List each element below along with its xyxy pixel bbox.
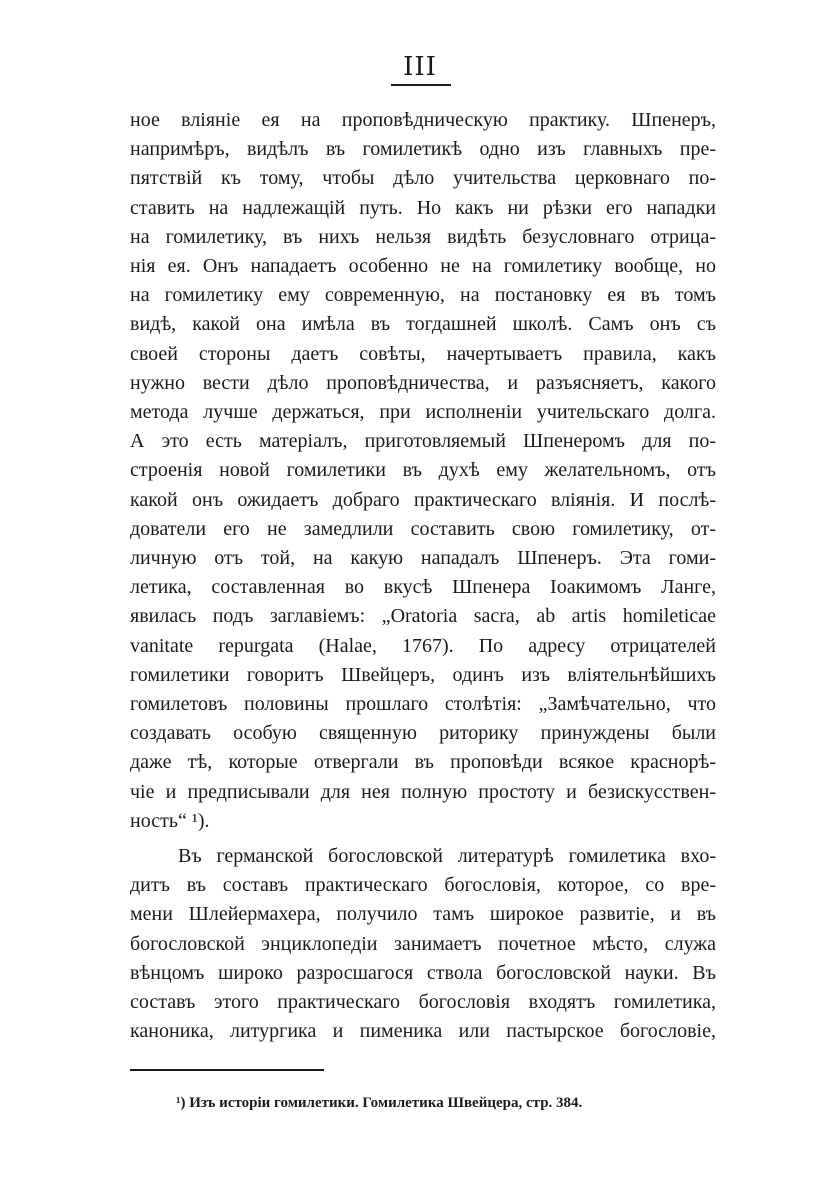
text-line: создавать особую священную риторику принуждены были bbox=[130, 722, 716, 744]
text-line: ность“ ¹). bbox=[130, 810, 210, 832]
text-line: нужно вести дѣло проповѣдничества, и разъясняетъ, какого bbox=[130, 372, 716, 394]
text-line: нія ея. Онъ нападаетъ особенно не на гомилетику вообще, но bbox=[130, 255, 716, 277]
text-line: видѣ, какой она имѣла въ тогдашней школѣ. Самъ онъ съ bbox=[130, 313, 716, 335]
text-line: составъ этого практическаго богословія входятъ гомилетика, bbox=[130, 991, 716, 1013]
text-line: Въ германской богословской литературѣ гомилетика вхо- bbox=[178, 845, 716, 867]
text-line: богословской энциклопедіи занимаетъ почетное мѣсто, служа bbox=[130, 933, 716, 955]
footnote: ¹) Изъ исторіи гомилетики. Гомилетика Швейцера, стр. 384. bbox=[176, 1095, 583, 1111]
text-line: гомилетики говоритъ Швейцеръ, одинъ изъ вліятельнѣйшихъ bbox=[130, 664, 716, 686]
text-line: дитъ въ составъ практическаго богословія, которое, со вре- bbox=[130, 874, 716, 896]
text-line: строенія новой гомилетики въ духѣ ему желательномъ, отъ bbox=[130, 459, 716, 481]
text-line: вѣнцомъ широко разросшагося ствола богословской науки. Въ bbox=[130, 962, 716, 984]
text-line: гомилетовъ половины прошлаго столѣтія: „Замѣчательно, что bbox=[130, 693, 716, 715]
page-number-rule bbox=[391, 84, 451, 86]
page-number: III bbox=[403, 52, 437, 82]
text-line: пятствій къ тому, чтобы дѣло учительства церковнаго по- bbox=[130, 167, 716, 189]
text-line: дователи его не замедлили составить свою гомилетику, от- bbox=[130, 518, 716, 540]
text-line: даже тѣ, которые отвергали въ проповѣди всякое краснорѣ- bbox=[130, 751, 716, 773]
text-line: каноника, литургика и пименика или пастырское богословіе, bbox=[130, 1020, 716, 1042]
text-line: А это есть матеріалъ, приготовляемый Шпенеромъ для по- bbox=[130, 430, 716, 452]
text-line: личную отъ той, на какую нападалъ Шпенеръ. Эта гоми- bbox=[130, 547, 716, 569]
footnote-rule bbox=[130, 1069, 324, 1071]
text-line: какой онъ ожидаетъ добраго практическаго вліянія. И послѣ- bbox=[130, 489, 716, 511]
text-line: чіе и предписывали для нея полную простоту и безискусствен- bbox=[130, 781, 716, 803]
text-line: на гомилетику, въ нихъ нельзя видѣть безусловнаго отрица- bbox=[130, 226, 716, 248]
text-line: мени Шлейермахера, получило тамъ широкое развитіе, и въ bbox=[130, 903, 716, 925]
text-line: ставить на надлежащій путь. Но какъ ни рѣзки его нападки bbox=[130, 197, 716, 219]
text-line: vanitate repurgata (Halae, 1767). По адресу отрицателей bbox=[130, 635, 716, 657]
text-line: напримѣръ, видѣлъ въ гомилетикѣ одно изъ главныхъ пре- bbox=[130, 138, 716, 160]
text-line: своей стороны даетъ совѣты, начертываетъ правила, какъ bbox=[130, 343, 716, 365]
text-line: летика, составленная во вкусѣ Шпенера Іоакимомъ Ланге, bbox=[130, 576, 716, 598]
text-line: явилась подъ заглавіемъ: „Oratoria sacra, ab artis homileticae bbox=[130, 605, 716, 627]
text-line: ное вліяніе ея на проповѣдническую практику. Шпенеръ, bbox=[130, 109, 716, 131]
text-line: метода лучше держаться, при исполненіи учительскаго долга. bbox=[130, 401, 716, 423]
text-line: на гомилетику ему современную, на постановку ея въ томъ bbox=[130, 284, 716, 306]
